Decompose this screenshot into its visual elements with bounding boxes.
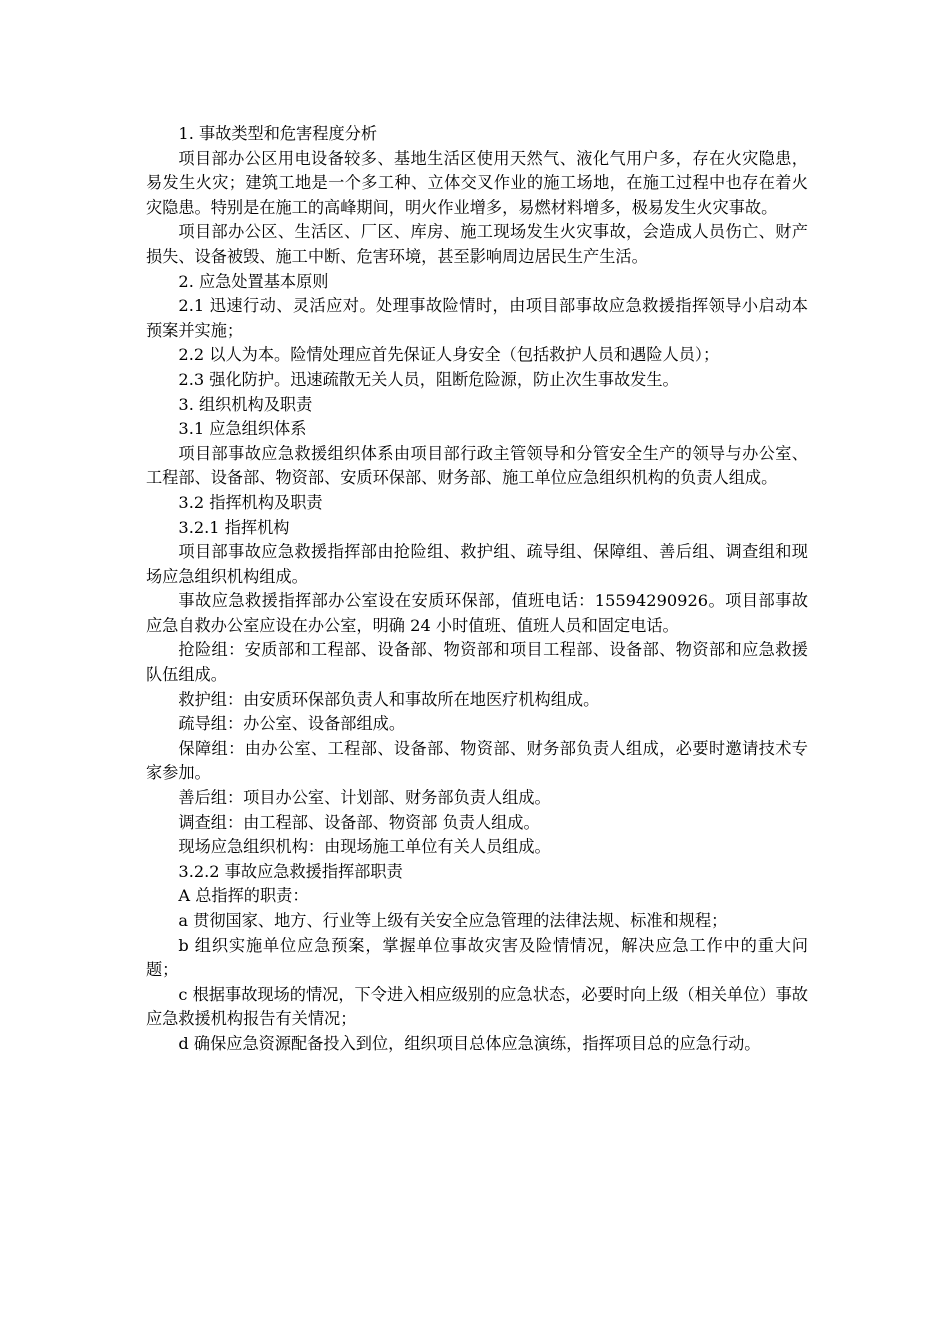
body-paragraph: 项目部办公区用电设备较多、基地生活区使用天然气、液化气用户多，存在火灾隐患，易发生火灾；建筑工地是一个多工种、立体交叉作业的施工场地，在施工过程中也存在着火灾隐患。特别是在施工的高峰期间，明火作业增多，易燃材料增多，极易发生火灾事故。 bbox=[146, 148, 808, 217]
body-paragraph: 2.1 迅速行动、灵活应对。处理事故险情时，由项目部事故应急救援指挥领导小启动本预案并实施； bbox=[146, 296, 808, 340]
group-item: 善后组：项目办公室、计划部、财务部负责人组成。 bbox=[178, 788, 551, 808]
group-item: 救护组：由安质环保部负责人和事故所在地医疗机构组成。 bbox=[178, 689, 600, 709]
duty-item: c 根据事故现场的情况，下令进入相应级别的应急状态，必要时向上级（相关单位）事故应急救援机构报告有关情况； bbox=[146, 984, 808, 1029]
body-paragraph: 事故应急救援指挥部办公室设在安质环保部，值班电话：15594290926。项目部事故应急自救办公室应设在办公室，明确 24 小时值班、值班人员和固定电话。 bbox=[146, 591, 808, 635]
section-heading: 1. 事故类型和危害程度分析 bbox=[178, 124, 378, 143]
body-paragraph: 2.2 以人为本。险情处理应首先保证人身安全（包括救护人员和遇险人员）； bbox=[178, 345, 720, 365]
group-item: 抢险组：安质部和工程部、设备部、物资部和项目工程部、设备部、物资部和应急救援队伍组成。 bbox=[146, 640, 808, 685]
duty-item: b 组织实施单位应急预案，掌握单位事故灾害及险情情况，解决应急工作中的重大问题； bbox=[146, 935, 808, 980]
body-paragraph: 项目部事故应急救援指挥部由抢险组、救护组、疏导组、保障组、善后组、调查组和现场应急组织机构组成。 bbox=[146, 542, 808, 586]
subsection-heading: 3.2.2 事故应急救援指挥部职责 bbox=[178, 861, 403, 881]
group-item: 现场应急组织机构：由现场施工单位有关人员组成。 bbox=[178, 837, 551, 857]
subsection-heading: 3.2 指挥机构及职责 bbox=[178, 492, 323, 512]
subsection-heading: 3.2.1 指挥机构 bbox=[178, 517, 290, 537]
group-item: 保障组：由办公室、工程部、设备部、物资部、财务部负责人组成，必要时邀请技术专家参加。 bbox=[146, 738, 808, 783]
body-paragraph: 项目部事故应急救援组织体系由项目部行政主管领导和分管安全生产的领导与办公室、工程部、设备部、物资部、安质环保部、财务部、施工单位应急组织机构的负责人组成。 bbox=[146, 443, 808, 488]
group-item: 疏导组：办公室、设备部组成。 bbox=[178, 714, 406, 734]
duty-heading: A 总指挥的职责： bbox=[178, 886, 309, 906]
section-heading: 2. 应急处置基本原则 bbox=[178, 271, 329, 291]
group-item: 调查组：由工程部、设备部、物资部 负责人组成。 bbox=[178, 812, 540, 832]
section-heading: 3. 组织机构及职责 bbox=[178, 394, 313, 414]
document-page bbox=[146, 122, 808, 1057]
duty-item: a 贯彻国家、地方、行业等上级有关安全应急管理的法律法规、标准和规程； bbox=[178, 911, 728, 930]
body-paragraph: 项目部办公区、生活区、厂区、库房、施工现场发生火灾事故，会造成人员伤亡、财产损失、设备被毁、施工中断、危害环境，甚至影响周边居民生产生活。 bbox=[146, 222, 808, 266]
subsection-heading: 3.1 应急组织体系 bbox=[178, 419, 307, 439]
body-paragraph: 2.3 强化防护。迅速疏散无关人员，阻断危险源，防止次生事故发生。 bbox=[178, 369, 679, 389]
duty-item: d 确保应急资源配备投入到位，组织项目总体应急演练，指挥项目总的应急行动。 bbox=[178, 1033, 761, 1053]
